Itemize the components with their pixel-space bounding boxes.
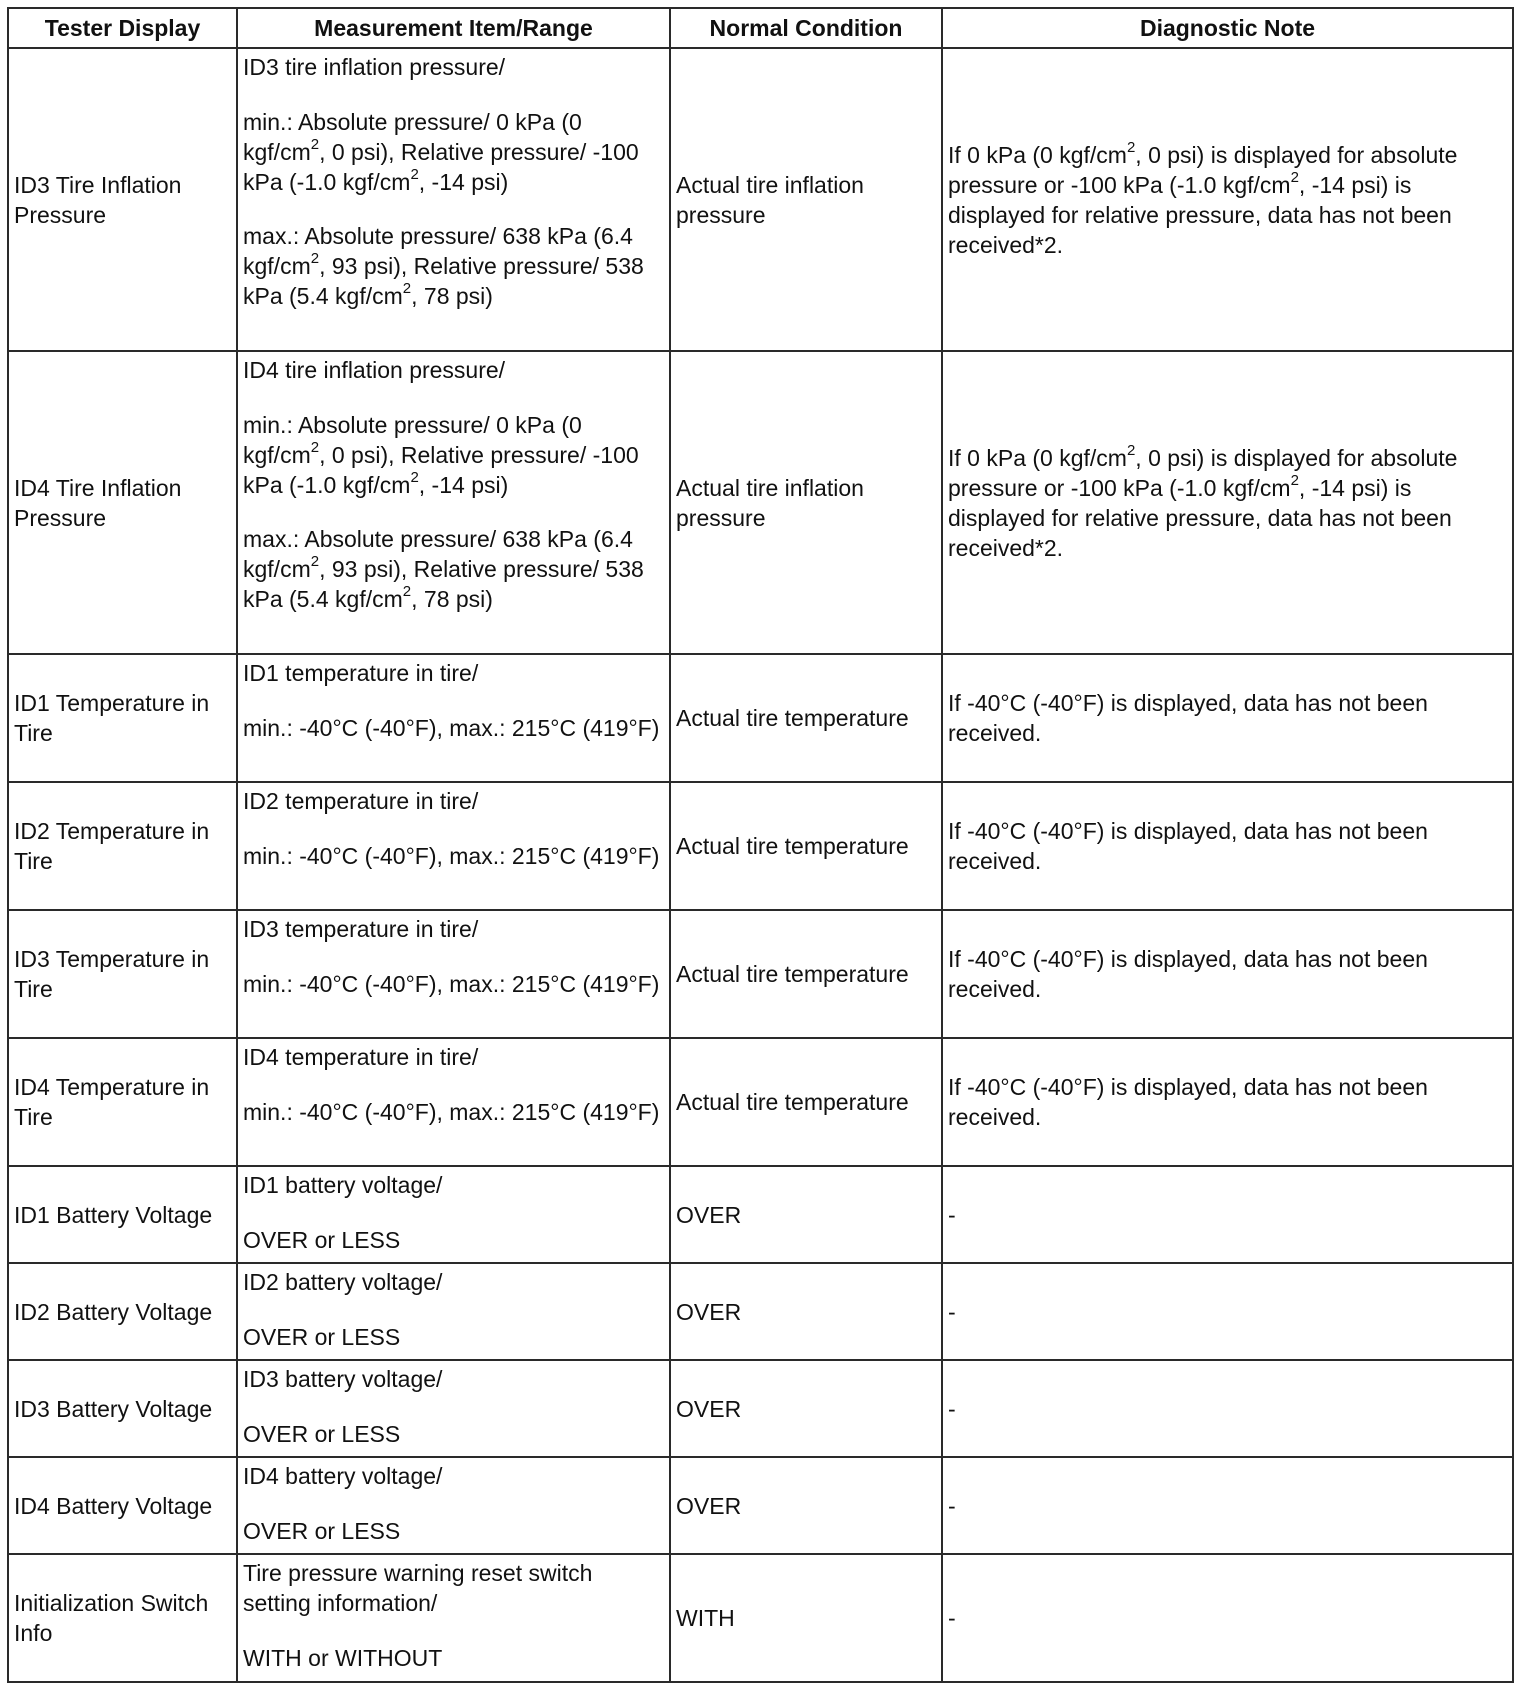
- diagnostic-note-cell: If -40°C (-40°F) is displayed, data has not been received.: [942, 910, 1513, 1038]
- table-row: [8, 1263, 1513, 1360]
- measurement-title: ID4 temperature in tire/: [243, 1044, 479, 1070]
- tester-display-cell: ID4 Tire Inflation Pressure: [8, 351, 237, 654]
- tester-display-cell: ID3 Temperature in Tire: [8, 910, 237, 1038]
- header-diagnostic-note: Diagnostic Note: [942, 8, 1513, 48]
- measurement-title: Tire pressure warning reset switch setting information/: [243, 1560, 593, 1616]
- normal-condition-cell: OVER: [670, 1166, 942, 1263]
- tester-display-cell: Initialization Switch Info: [8, 1554, 237, 1682]
- measurement-range: min.: -40°C (-40°F), max.: 215°C (419°F): [243, 971, 660, 997]
- measurement-range: OVER or LESS: [243, 1518, 401, 1544]
- measurement-cell: [237, 910, 670, 1038]
- measurement-range: min.: -40°C (-40°F), max.: 215°C (419°F): [243, 843, 660, 869]
- header-normal-condition: Normal Condition: [670, 8, 942, 48]
- diagnostic-note-cell: -: [942, 1263, 1513, 1360]
- normal-condition-cell: WITH: [670, 1554, 942, 1682]
- header-measurement: Measurement Item/Range: [237, 8, 670, 48]
- normal-condition-cell: OVER: [670, 1457, 942, 1554]
- tester-display-cell: ID2 Battery Voltage: [8, 1263, 237, 1360]
- data-list-table: [7, 7, 1514, 1683]
- table-row: [8, 1554, 1513, 1682]
- table-row: [8, 910, 1513, 1038]
- table-row: [8, 1038, 1513, 1166]
- measurement-title: ID1 battery voltage/: [243, 1172, 443, 1198]
- tester-display-cell: ID3 Tire Inflation Pressure: [8, 48, 237, 351]
- tester-display-cell: ID1 Battery Voltage: [8, 1166, 237, 1263]
- normal-condition-cell: Actual tire inflation pressure: [670, 48, 942, 351]
- measurement-range: min.: -40°C (-40°F), max.: 215°C (419°F): [243, 715, 660, 741]
- table-row: [8, 1360, 1513, 1457]
- measurement-min: min.: Absolute pressure/ 0 kPa (0 kgf/$cm^2$, 0 psi), Relative pressure/ -100 kPa (-1.0 kgf/$cm^2$, -14 psi): [243, 109, 639, 195]
- measurement-range: OVER or LESS: [243, 1227, 401, 1253]
- measurement-title: ID3 temperature in tire/: [243, 916, 479, 942]
- normal-condition-cell: OVER: [670, 1263, 942, 1360]
- diagnostic-note-cell: -: [942, 1554, 1513, 1682]
- measurement-min: min.: Absolute pressure/ 0 kPa (0 kgf/$cm^2$, 0 psi), Relative pressure/ -100 kPa (-1.0 kgf/$cm^2$, -14 psi): [243, 412, 639, 498]
- measurement-cell: [237, 782, 670, 910]
- measurement-title: ID4 battery voltage/: [243, 1463, 443, 1489]
- measurement-cell: [237, 48, 670, 351]
- measurement-title: ID1 temperature in tire/: [243, 660, 479, 686]
- measurement-cell: [237, 1263, 670, 1360]
- table-row: [8, 48, 1513, 351]
- measurement-cell: [237, 1554, 670, 1682]
- measurement-range: min.: -40°C (-40°F), max.: 215°C (419°F): [243, 1099, 660, 1125]
- measurement-title: ID3 battery voltage/: [243, 1366, 443, 1392]
- tester-display-cell: ID3 Battery Voltage: [8, 1360, 237, 1457]
- measurement-cell: [237, 1038, 670, 1166]
- measurement-range: OVER or LESS: [243, 1324, 401, 1350]
- measurement-title: ID3 tire inflation pressure/: [243, 54, 506, 80]
- normal-condition-cell: Actual tire temperature: [670, 782, 942, 910]
- measurement-range: WITH or WITHOUT: [243, 1645, 443, 1671]
- diagnostic-note-cell: -: [942, 1457, 1513, 1554]
- normal-condition-cell: Actual tire temperature: [670, 1038, 942, 1166]
- measurement-title: ID2 battery voltage/: [243, 1269, 443, 1295]
- measurement-cell: [237, 351, 670, 654]
- measurement-cell: [237, 1360, 670, 1457]
- table-row: [8, 1166, 1513, 1263]
- diagnostic-note-cell: If 0 kPa (0 kgf/$cm^2$, 0 psi) is displayed for absolute pressure or -100 kPa (-1.0 kgf/$cm^2$, -14 psi) is displayed for relative pressure, data has not been received*2.: [942, 351, 1513, 654]
- normal-condition-cell: Actual tire temperature: [670, 910, 942, 1038]
- measurement-max: max.: Absolute pressure/ 638 kPa (6.4 kgf/$cm^2$, 93 psi), Relative pressure/ 538 kPa (5.4 kgf/$cm^2$, 78 psi): [243, 526, 644, 612]
- measurement-max: max.: Absolute pressure/ 638 kPa (6.4 kgf/$cm^2$, 93 psi), Relative pressure/ 538 kPa (5.4 kgf/$cm^2$, 78 psi): [243, 223, 644, 309]
- diagnostic-note-cell: -: [942, 1360, 1513, 1457]
- table-row: [8, 782, 1513, 910]
- measurement-cell: [237, 654, 670, 782]
- normal-condition-cell: OVER: [670, 1360, 942, 1457]
- measurement-range: OVER or LESS: [243, 1421, 401, 1447]
- tester-display-cell: ID4 Battery Voltage: [8, 1457, 237, 1554]
- table-header-row: [8, 8, 1513, 48]
- tester-display-cell: ID4 Temperature in Tire: [8, 1038, 237, 1166]
- table-row: [8, 351, 1513, 654]
- table-row: [8, 1457, 1513, 1554]
- diagnostic-note-cell: -: [942, 1166, 1513, 1263]
- measurement-cell: [237, 1166, 670, 1263]
- diagnostic-note-cell: If -40°C (-40°F) is displayed, data has not been received.: [942, 1038, 1513, 1166]
- measurement-title: ID4 tire inflation pressure/: [243, 357, 506, 383]
- table-row: [8, 654, 1513, 782]
- measurement-title: ID2 temperature in tire/: [243, 788, 479, 814]
- diagnostic-note-cell: If 0 kPa (0 kgf/$cm^2$, 0 psi) is displayed for absolute pressure or -100 kPa (-1.0 kgf/$cm^2$, -14 psi) is displayed for relative pressure, data has not been received*2.: [942, 48, 1513, 351]
- tester-display-cell: ID2 Temperature in Tire: [8, 782, 237, 910]
- diagnostic-note-cell: If -40°C (-40°F) is displayed, data has not been received.: [942, 654, 1513, 782]
- normal-condition-cell: Actual tire inflation pressure: [670, 351, 942, 654]
- normal-condition-cell: Actual tire temperature: [670, 654, 942, 782]
- header-tester-display: Tester Display: [8, 8, 237, 48]
- tester-display-cell: ID1 Temperature in Tire: [8, 654, 237, 782]
- diagnostic-note-cell: If -40°C (-40°F) is displayed, data has not been received.: [942, 782, 1513, 910]
- measurement-cell: [237, 1457, 670, 1554]
